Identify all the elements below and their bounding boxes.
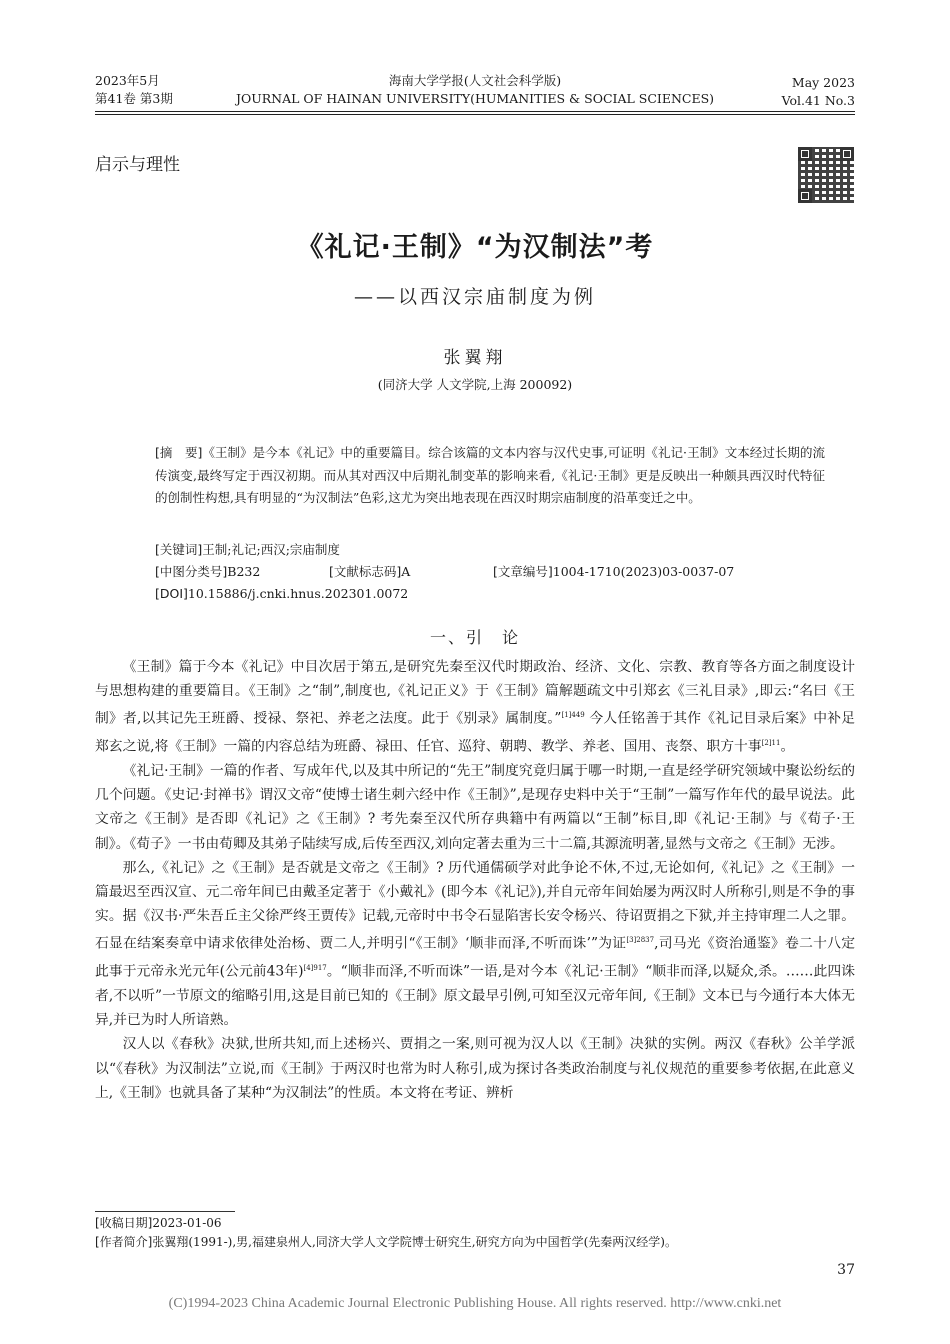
header-volume-cn: 第41卷 第3期 [95, 91, 173, 106]
author-name: 张翼翔 [443, 348, 507, 368]
header-rule-thin [95, 114, 855, 115]
received-date: [收稿日期]2023-01-06 [95, 1216, 222, 1230]
paragraph: 那么,《礼记》之《王制》是否就是文帝之《王制》? 历代通儒硕学对此争论不休,不过,无论如何,《礼记》之《王制》一篇最迟至西汉宣、元二帝年间已由戴圣定著于《小戴礼》(即今本《礼记》),并自元帝年间始屡为两汉时人所称引,则是不争的事实。据《汉书·严朱吾丘主父徐严终王贾传》记载,元帝时中书令石显陷害长安令杨兴、待诏贾捐之下狱,并主持审理二人之罪。石显在结案奏章中请求依律处治杨、贾二人,并明引“《王制》‘顺非而泽,不听而诛’”为证$^{[3]2837}$,司马光《资治通鉴》卷二十八定此事于元帝永光元年(公元前43年)$^{[4]917}$。“顺非而泽,不听而诛”一语,是对今本《礼记·王制》“顺非而泽,以疑众,杀。……此四诛者,不以听”一节原文的缩略引用,这是目前已知的《王制》原文最早引例,可知至汉元帝年间,《王制》文本已与今通行本大体无异,并已为时人所谙熟。 [95, 859, 856, 1029]
doi-label: [DOI] [155, 586, 188, 601]
column-name: 启示与理性 [95, 155, 180, 175]
footnotes [95, 1214, 855, 1252]
article-title: 《礼记·王制》“为汉制法”考 [296, 232, 654, 263]
header-date-en: May 2023 [791, 75, 855, 90]
page-number: 37 [837, 1262, 855, 1278]
header-date-cn: 2023年5月 [95, 73, 160, 88]
article-number [493, 562, 734, 582]
classification [155, 562, 260, 582]
article-number-label: [文章编号] [493, 564, 553, 579]
article-number-text: 1004-1710(2023)03-0037-07 [552, 564, 735, 579]
classification-text: B232 [227, 564, 261, 579]
journal-name-cn: 海南大学学报(人文社会科学版) [388, 73, 562, 88]
abstract-text: 《王制》是今本《礼记》中的重要篇目。综合该篇的文本内容与汉代史事,可证明《礼记·王制》文本经过长期的流传演变,最终写定于西汉初期。而从其对西汉中后期礼制变革的影响来看,《礼记·王制》更是反映出一种颇具西汉时代特征的创制性构想,具有明显的“为汉制法”色彩,这尤为突出地表现在西汉时期宗庙制度的沿革变迁之中。 [155, 445, 825, 505]
header-volume-en: Vol.41 No.3 [781, 93, 855, 108]
classification-label: [中图分类号] [155, 564, 228, 579]
header-date-volume-cn [95, 72, 173, 108]
citation-ref: [4]917 [303, 964, 327, 973]
journal-name-en: JOURNAL OF HAINAN UNIVERSITY(HUMANITIES & SOCIAL SCIENCES) [235, 91, 715, 106]
keywords-text: 王制;礼记;西汉;宗庙制度 [202, 542, 340, 557]
citation-ref: [2]11 [761, 739, 781, 748]
doi-text: 10.15886/j.cnki.hnus.202301.0072 [187, 586, 409, 601]
body-text [95, 655, 855, 1105]
keywords-label: [关键词] [155, 542, 203, 557]
header-rule [95, 111, 855, 112]
citation-ref: [3]2837 [626, 936, 655, 945]
citation-ref: [1]449 [561, 711, 585, 720]
doc-code-text: A [401, 564, 411, 579]
received-label: [收稿日期] [95, 1216, 153, 1230]
header-journal [230, 72, 720, 108]
footnote-rule [95, 1211, 235, 1212]
author-bio: [作者简介]张翼翔(1991-),男,福建泉州人,同济大学人文学院博士研究生,研究方向为中国哲学(先秦两汉经学)。 [95, 1235, 677, 1249]
article-subtitle: ——以西汉宗庙制度为例 [353, 286, 596, 308]
paragraph: 《礼记·王制》一篇的作者、写成年代,以及其中所记的“先王”制度究竟归属于哪一时期,一直是经学研究领域中聚讼纷纭的几个问题。《史记·封禅书》谓汉文帝“使博士诸生刺六经中作《王制》”,是现存史料中关于“王制”一篇写作年代的最早说法。此文帝之《王制》是否即《礼记》之《王制》? 考先秦至汉代所存典籍中有两篇以“王制”标目,即《礼记·王制》与《荀子·王制》。《荀子》一书由荀卿及其弟子陆续写成,后传至西汉,刘向定著去重为三十二篇,其源流明著,显然与文帝之《王制》无涉。 [95, 763, 855, 852]
paragraph: 汉人以《春秋》决狱,世所共知,而上述杨兴、贾捐之一案,则可视为汉人以《王制》决狱的实例。两汉《春秋》公羊学派以“《春秋》为汉制法”立说,而《王制》于两汉时也常为时人称引,成为探讨各类政治制度与礼仪规范的重要参考依据,在此意义上,《王制》也就具备了某种“为汉制法”的性质。本文将在考证、辨析 [95, 1036, 855, 1101]
author-bio-label: [作者简介] [95, 1235, 153, 1249]
paragraph: 《王制》篇于今本《礼记》中目次居于第五,是研究先秦至汉代时期政治、经济、文化、宗教、教育等各方面之制度设计与思想构建的重要篇目。《王制》之“制”,制度也,《礼记正义》于《王制》篇解题疏文中引郑玄《三礼目录》,即云:“名曰《王制》者,以其记先王班爵、授禄、祭祀、养老之法度。此于《别录》属制度。”$^{[1]449}$ 今人任铭善于其作《礼记目录后案》中补足郑玄之说,将《王制》一篇的内容总结为班爵、禄田、任官、巡狩、朝聘、教学、养老、国用、丧祭、职方十事$^{[2]11}$。 [95, 659, 855, 755]
copyright-notice: (C)1994-2023 China Academic Journal Electronic Publishing House. All rights reserved. http://www.cnki.net [168, 1296, 782, 1311]
keywords [155, 540, 825, 560]
doc-code-label: [文献标志码] [329, 564, 402, 579]
author-affiliation: (同济大学 人文学院,上海 200092) [377, 377, 573, 392]
abstract [155, 442, 825, 510]
abstract-label: [摘 要] [155, 445, 203, 460]
doc-code [329, 562, 410, 582]
section-heading: 一、引 论 [429, 628, 520, 647]
doi [155, 584, 825, 604]
qr-code-icon [798, 147, 854, 203]
header-date-volume-en [782, 74, 855, 110]
